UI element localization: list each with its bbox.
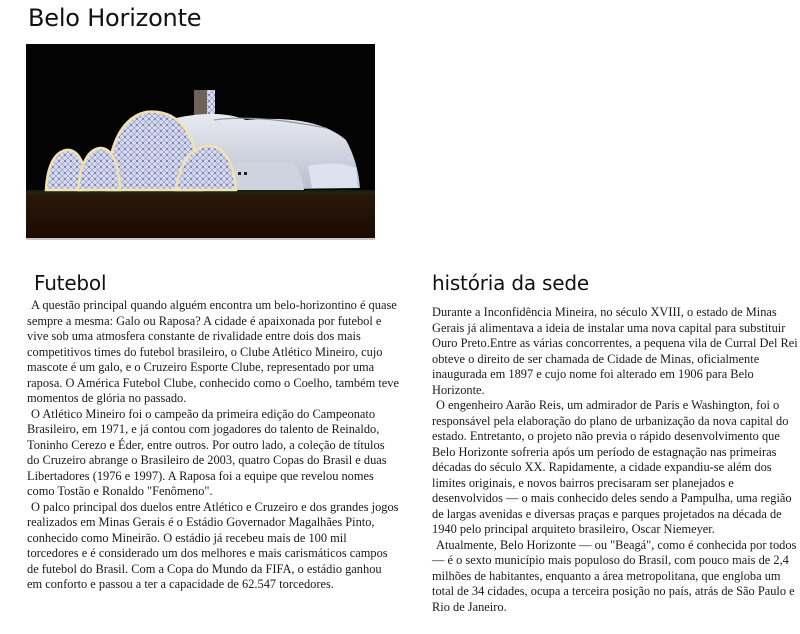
historia-paragraph: Atualmente, Belo Horizonte — ou "Beagá", como é conhecida por todos — é o sexto município mais populoso do Brasil, com pouco mais de 2,4 milhões de habitantes, enquanto a área metropolitana, que engloba um total de 34 cidades, ocupa a terceira posição no país, atrás de São Paulo e Rio de Janeiro. [432, 537, 797, 614]
futebol-paragraph: O Atlético Mineiro foi o campeão da primeira edição do Campeonato Brasileiro, em 1971, e já contou com jogadores do talento de Reinaldo, Toninho Cerezo e Éder, entre outros. Por outro lado, a coleção de títulos do Cruzeiro abrange o Brasileiro de 2003, quatro Copas do Brasil e duas Libertadores (1976 e 1997). A Raposa foi a equipe que revelou nomes como Tostão e Ronaldo "Fenômeno". [27, 406, 387, 498]
section-heading-historia: história da sede [432, 271, 589, 295]
section-heading-futebol: Futebol [34, 271, 107, 295]
historia-paragraph: Durante a Inconfidência Mineira, no século XVIII, o estado de Minas Gerais já alimentava a ideia de instalar uma nova capital para substituir Ouro Preto.Entre as várias concorrentes, a pequena vila de Curral Del Rei obteve o direito de ser chamada de Cidade de Minas, oficialmente inaugurada em 1897 e cujo nome foi alterado em 1906 para Belo Horizonte. [432, 305, 798, 397]
historia-paragraph: O engenheiro Aarão Reis, um admirador de Paris e Washington, foi o responsável pela elaboração do plano de urbanização da nova capital do estado. Entretanto, o projeto não previa o rápido desenvolvimento que Belo Horizonte sofreria após um período de estagnação nas primeiras décadas do século XX. Rapidamente, a cidade expandiu-se além dos limites originais, e novos bairros precisaram ser planejados e desenvolvidos — o mais conhecido deles sendo a Pampulha, uma região de largas avenidas e diversas praças e parques projetados na década de 1940 pelo principal arquiteto brasileiro, Oscar Niemeyer. [432, 398, 792, 536]
futebol-text [27, 298, 399, 593]
historia-text [432, 305, 800, 615]
futebol-paragraph: O palco principal dos duelos entre Atlético e Cruzeiro e dos grandes jogos realizados em Minas Gerais é o Estádio Governador Magalhães Pinto, conhecido como Mineirão. O estádio já recebeu mais de 100 mil torcedores e é considerado um dos melhores e mais carismáticos campos de futebol do Brasil. Com a Copa do Mundo da FIFA, o estádio ganhou em conforto e passou a ter a capacidade de 62.547 torcedores. [27, 499, 399, 591]
futebol-paragraph: A questão principal quando alguém encontra um belo-horizontino é quase sempre a mesma: Galo ou Raposa? A cidade é apaixonada por futebol e vive sob uma atmosfera constante de rivalidade entre dois dos mais competitivos times do futebol brasileiro, o Clube Atlético Mineiro, cujo mascote é um galo, e o Cruzeiro Esporte Clube, representado por uma raposa. O América Futebol Clube, conhecido como o Coelho, também teve momentos de glória no passado. [27, 298, 399, 405]
church-photo [26, 44, 375, 240]
page-title: Belo Horizonte [28, 4, 202, 32]
photo-image-icon [26, 44, 375, 240]
